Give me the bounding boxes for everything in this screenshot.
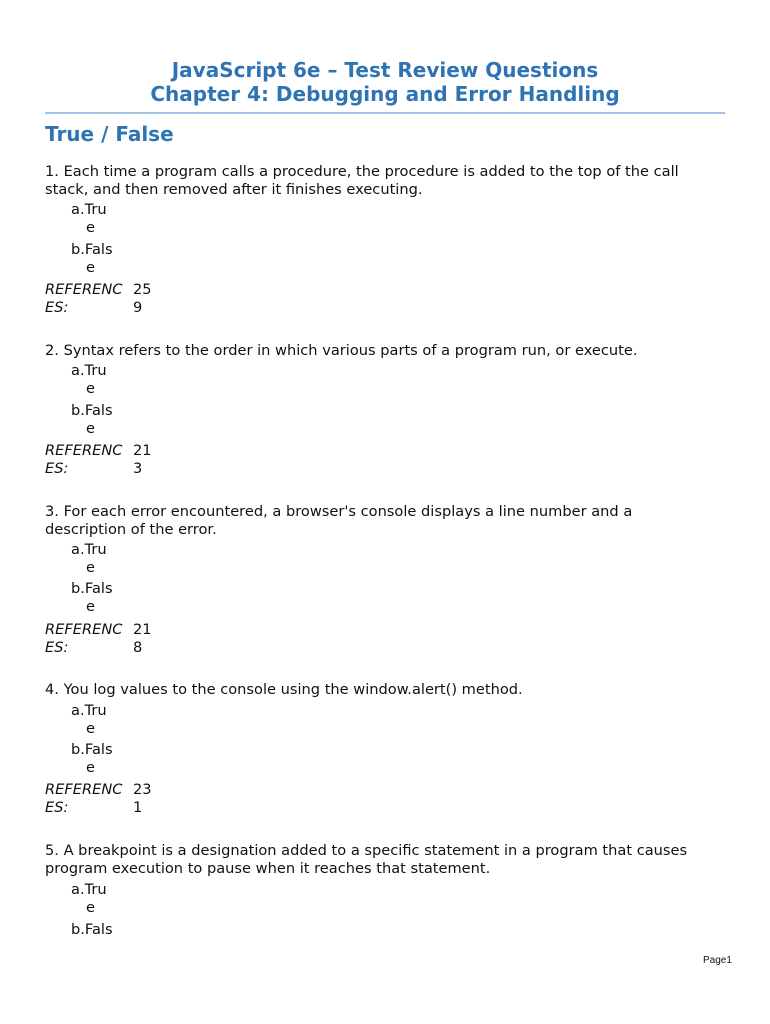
option-label-wrap: e (86, 598, 95, 615)
option-label: a.Tru (71, 201, 107, 218)
option-b (71, 402, 113, 438)
references-label-line: ES: (45, 799, 69, 816)
option-label: b.Fals (71, 580, 113, 597)
option-label: a.Tru (71, 362, 107, 379)
option-label-wrap: e (86, 380, 95, 397)
option-label-wrap: e (86, 899, 95, 916)
question-1 (45, 163, 715, 199)
option-label-wrap: e (86, 559, 95, 576)
option-label: a.Tru (71, 881, 107, 898)
question-stem: 4. You log values to the console using the window.alert() method. (45, 681, 523, 698)
references-label-line: ES: (45, 299, 69, 316)
option-label-wrap: e (86, 420, 95, 437)
question-stem: 2. Syntax refers to the order in which various parts of a program run, or execute. (45, 342, 638, 359)
document-title: JavaScript 6e – Test Review Questions (171, 58, 599, 82)
option-label-wrap: e (86, 720, 95, 737)
references-label (45, 442, 122, 478)
references-label (45, 621, 122, 657)
references-label-line: REFERENC (45, 442, 123, 459)
option-label: b.Fals (71, 241, 113, 258)
question-stem: 3. For each error encountered, a browser's console displays a line number and a description of the error. (45, 503, 633, 538)
option-b (71, 741, 113, 777)
option-label-wrap: e (86, 759, 95, 776)
references-value (133, 442, 152, 478)
option-a (71, 702, 107, 738)
references-label-line: REFERENC (45, 281, 123, 298)
references-label (45, 781, 122, 817)
references-value-line: 1 (133, 799, 143, 816)
option-label: a.Tru (71, 702, 107, 719)
option-label: b.Fals (71, 402, 113, 419)
question-4 (45, 681, 715, 699)
question-5 (45, 842, 715, 878)
question-2 (45, 342, 715, 360)
references-value-line: 8 (133, 639, 143, 656)
page-number: Page1 (703, 955, 732, 966)
section-heading: True / False (45, 122, 174, 146)
document-subtitle: Chapter 4: Debugging and Error Handling (150, 82, 620, 106)
question-stem: 1. Each time a program calls a procedure, the procedure is added to the top of the call stack, and then removed after it finishes executing. (45, 163, 679, 198)
references-label-line: ES: (45, 639, 69, 656)
title-divider (45, 112, 725, 114)
option-label: a.Tru (71, 541, 107, 558)
references-value-line: 21 (133, 442, 152, 459)
references-value-line: 25 (133, 281, 152, 298)
references-value (133, 281, 152, 317)
question-3 (45, 503, 715, 539)
option-label: b.Fals (71, 921, 113, 938)
option-label-wrap: e (86, 219, 95, 236)
references-label (45, 281, 122, 317)
option-b (71, 241, 113, 277)
option-a (71, 881, 107, 917)
references-label-line: ES: (45, 460, 69, 477)
option-a (71, 541, 107, 577)
option-b (71, 921, 113, 939)
option-a (71, 201, 107, 237)
option-label: b.Fals (71, 741, 113, 758)
references-label-line: REFERENC (45, 781, 123, 798)
option-label-wrap: e (86, 259, 95, 276)
references-value-line: 9 (133, 299, 143, 316)
option-b (71, 580, 113, 616)
option-a (71, 362, 107, 398)
references-value-line: 23 (133, 781, 152, 798)
references-value (133, 621, 152, 657)
references-value-line: 3 (133, 460, 143, 477)
references-value-line: 21 (133, 621, 152, 638)
references-label-line: REFERENC (45, 621, 123, 638)
question-stem: 5. A breakpoint is a designation added to a specific statement in a program that causes program execution to pause when it reaches that statement. (45, 842, 688, 877)
references-value (133, 781, 152, 817)
